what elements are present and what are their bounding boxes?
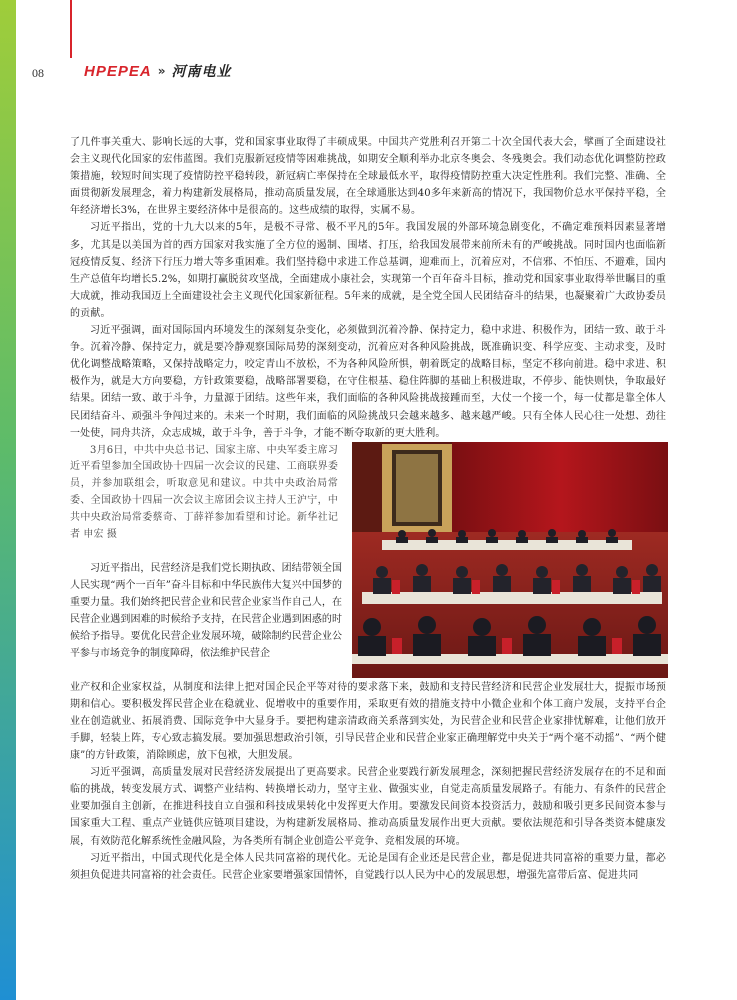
brand-logo: HPEPEA	[84, 62, 152, 80]
double-chevron-icon: »	[157, 64, 166, 78]
paragraph-6: 习近平指出，中国式现代化是全体人民共同富裕的现代化。无论是国有企业还是民营企业，都是促进共同富裕的重要力量，都必须担负促进共同富裕的社会责任。民营企业家要增强家国情怀，自觉践行以人民为中心的发展思想，增强先富带后富、促进共同	[70, 852, 666, 881]
photo-block	[70, 443, 666, 679]
meeting-photo	[352, 442, 668, 678]
article-body	[70, 134, 666, 884]
page-edge-color-bar	[0, 0, 16, 1000]
magazine-name: 河南电业	[171, 64, 232, 80]
paragraph-1: 了几件事关重大、影响长远的大事，党和国家事业取得了丰硕成果。中国共产党胜利召开第二十次全国代表大会，擘画了全面建设社会主义现代化国家的宏伟蓝图。我们克服新冠疫情等困难挑战，如期安全顺利举办北京冬奥会、冬残奥会。我们动态优化调整防控政策措施，较短时间实现了疫情防控平稳转段，新冠病亡率保持在全球最低水平，取得疫情防控重大决定性胜利。我们完整、准确、全面贯彻新发展理念，着力构建新发展格局，推动高质量发展，在全球通胀达到40多年来新高的情况下，我国物价总水平保持平稳，全年经济增长3%，在世界主要经济体中是很高的。这些成绩的取得，实属不易。	[70, 137, 666, 217]
paragraph-5: 习近平强调，高质量发展对民营经济发展提出了更高要求。民营企业要践行新发展理念，深刻把握民营经济发展存在的不足和面临的挑战，转变发展方式、调整产业结构、转换增长动力，坚守主业、做强实业，自觉走高质量发展路子。有能力、有条件的民营企业要加强自主创新，在推进科技自立自强和科技成果转化中发挥更大作用。要激发民间资本投资活力，鼓励和吸引更多民间资本参与国家重大工程、重点产业链供应链项目建设，为构建新发展格局、推动高质量发展作出更大贡献。要依法规范和引导各类资本健康发展，有效防范化解系统性金融风险，为各类所有制企业创造公平竞争、竞相发展的环境。	[70, 767, 666, 847]
header-red-rule	[70, 0, 72, 58]
photo-caption: 3月6日，中共中央总书记、国家主席、中央军委主席习近平看望参加全国政协十四届一次会议的民建、工商联界委员，并参加联组会，听取意见和建议。中共中央政治局常委、全国政协十四届一次会议主席团会议主持人王沪宁，中共中央政治局常委蔡奇、丁薛祥参加看望和讨论。新华社记者 申宏 摄	[70, 444, 338, 540]
paragraph-3: 习近平强调，面对国际国内环境发生的深刻复杂变化，必须做到沉着冷静、保持定力，稳中求进、积极作为，团结一致、敢于斗争。沉着冷静、保持定力，就是要冷静观察国际局势的深刻变动，沉着应对各种风险挑战，既准确识变、科学应变、主动求变，及时优化调整战略策略，又保持战略定力，咬定青山不放松，不为各种风险所惧，朝着既定的战略目标，坚定不移向前进。稳中求进、积极作为，就是大方向要稳，方针政策要稳，战略部署要稳，在守住根基、稳住阵脚的基础上积极进取，不停步、能快则快，争取最好结果。团结一致、敢于斗争，力量源于团结。这些年来，我们面临的各种风险挑战接踵而至，大仗一个接一个，每一仗都是靠全体人民团结奋斗、顽强斗争闯过来的。未来一个时期，我们面临的风险挑战只会越来越多、越来越严峻。只有全体人民心往一处想、劲往一处使，同舟共济，众志成城，敢于斗争，善于斗争，才能不断夺取新的更大胜利。	[70, 325, 666, 439]
magazine-brand	[84, 60, 231, 82]
paragraph-4-continued: 业产权和企业家权益，从制度和法律上把对国企民企平等对待的要求落下来，鼓励和支持民营经济和民营企业发展壮大，提振市场预期和信心。要积极发挥民营企业在稳就业、促增收中的重要作用，采取更有效的措施支持中小微企业和个体工商户发展，支持平台企业在创造就业、拓展消费、国际竞争中大显身手。要把构建亲清政商关系落到实处，为民营企业和民营企业家排忧解难，让他们放开手脚，轻装上阵，专心致志搞发展。要加强思想政治引领，引导民营企业和民营企业家正确理解党中央关于“两个毫不动摇”、“两个健康”的方针政策，消除顾虑，放下包袱，大胆发展。	[70, 681, 666, 762]
paragraph-2: 习近平指出，党的十九大以来的5年，是极不寻常、极不平凡的5年。我国发展的外部环境急剧变化，不确定难预料因素显著增多，尤其是以美国为首的西方国家对我实施了全方位的遏制、围堵、打压，给我国发展带来前所未有的严峻挑战。同时国内也面临新冠疫情反复、经济下行压力增大等多重困难。我们坚持稳中求进工作总基调，迎难而上，沉着应对，不信邪、不怕压、不避难，国内生产总值年均增长5.2%，如期打赢脱贫攻坚战，全面建成小康社会，实现第一个百年奋斗目标，推动党和国家事业取得举世瞩目的重大成就，推动我国迈上全面建设社会主义现代化国家新征程。5年来的成就，是全党全国人民团结奋斗的结果，也凝聚着广大政协委员的贡献。	[70, 222, 666, 319]
page-number: 08	[32, 66, 44, 80]
paragraph-4: 习近平指出，民营经济是我们党长期执政、团结带领全国人民实现“两个一百年”奋斗目标和中华民族伟大复兴中国梦的重要力量。我们始终把民营企业和民营企业家当作自己人，在民营企业遇到困难的时候给予支持，在民营企业遇到困惑的时候给予指导。要优化民营企业发展环境，破除制约民营企业公平参与市场竞争的制度障碍，依法维护民营企	[70, 562, 342, 660]
meeting-photo-illustration	[352, 442, 668, 678]
